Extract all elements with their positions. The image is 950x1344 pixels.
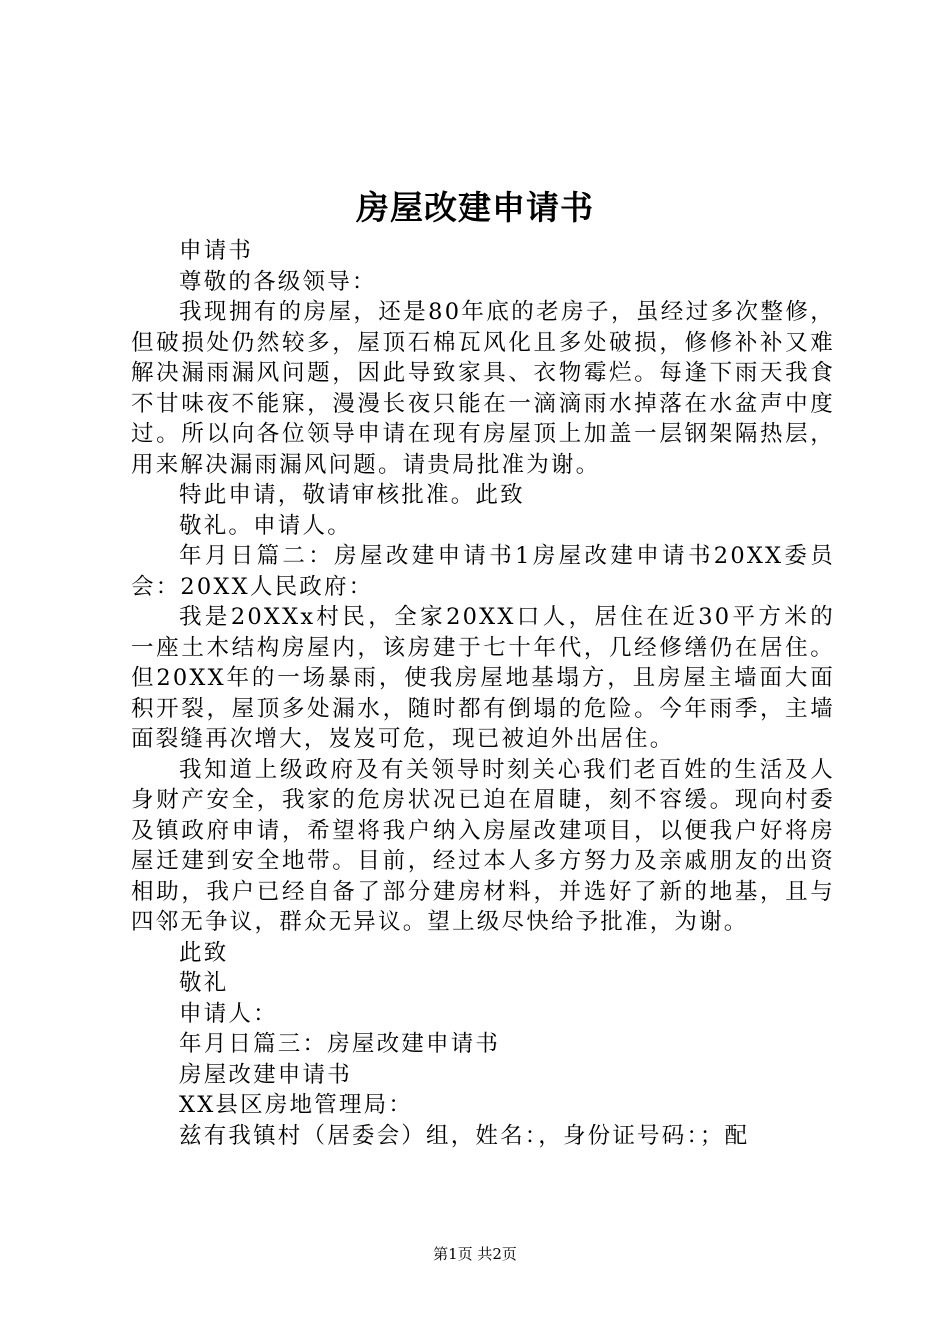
document-title: 房屋改建申请书	[356, 188, 594, 227]
paragraph: 我是20XXx村民，全家20XX口人，居住在近30平方米的一座土木结构房屋内，该房建于七十年代，几经修缮仍在居住。但20XX年的一场暴雨，使我房屋地基塌方，且房屋主墙面大面积开裂，屋顶多处漏水，随时都有倒塌的危险。今年雨季，主墙面裂缝再次增大，岌岌可危，现已被迫外出居住。	[131, 604, 835, 752]
paragraph: 年月日篇三：房屋改建申请书	[179, 1031, 501, 1057]
paragraph: 我现拥有的房屋，还是80年底的老房子，虽经过多次整修，但破损处仍然较多，屋顶石棉瓦风化且多处破损，修修补补又难解决漏雨漏风问题，因此导致家具、衣物霉烂。每逢下雨天我食不甘味夜不能寐，漫漫长夜只能在一滴滴雨水掉落在水盆声中度过。所以向各位领导申请在现有房屋顶上加盖一层钢架隔热层，用来解决漏雨漏风问题。请贵局批准为谢。	[131, 299, 835, 478]
paragraph: 房屋改建申请书	[179, 1061, 352, 1088]
paragraph: 敬礼。申请人。	[179, 512, 352, 539]
paragraph: 敬礼	[179, 970, 229, 996]
paragraph: 兹有我镇村（居委会）组，姓名：，身份证号码：；配	[179, 1122, 750, 1149]
paragraph: 申请人：	[179, 1000, 278, 1027]
document-body	[131, 236, 835, 1151]
paragraph: 我知道上级政府及有关领导时刻关心我们老百姓的生活及人身财产安全，我家的危房状况已迫在眉睫，刻不容缓。现向村委及镇政府申请，希望将我户纳入房屋改建项目，以便我户好将房屋迁建到安全地带。目前，经过本人多方努力及亲戚朋友的出资相助，我户已经自备了部分建房材料，并选好了新的地基，且与四邻无争议，群众无异议。望上级尽快给予批准，为谢。	[131, 756, 835, 935]
page-number-footer: 第1页 共2页	[433, 1245, 517, 1263]
paragraph: 特此申请，敬请审核批准。此致	[179, 482, 525, 508]
paragraph: 年月日篇二：房屋改建申请书1房屋改建申请书20XX委员会：20XX人民政府：	[131, 543, 835, 600]
paragraph: 此致	[179, 939, 229, 966]
paragraph: 申请书	[179, 238, 254, 264]
paragraph: XX县区房地管理局：	[179, 1092, 414, 1118]
paragraph: 尊敬的各级领导：	[179, 268, 377, 295]
